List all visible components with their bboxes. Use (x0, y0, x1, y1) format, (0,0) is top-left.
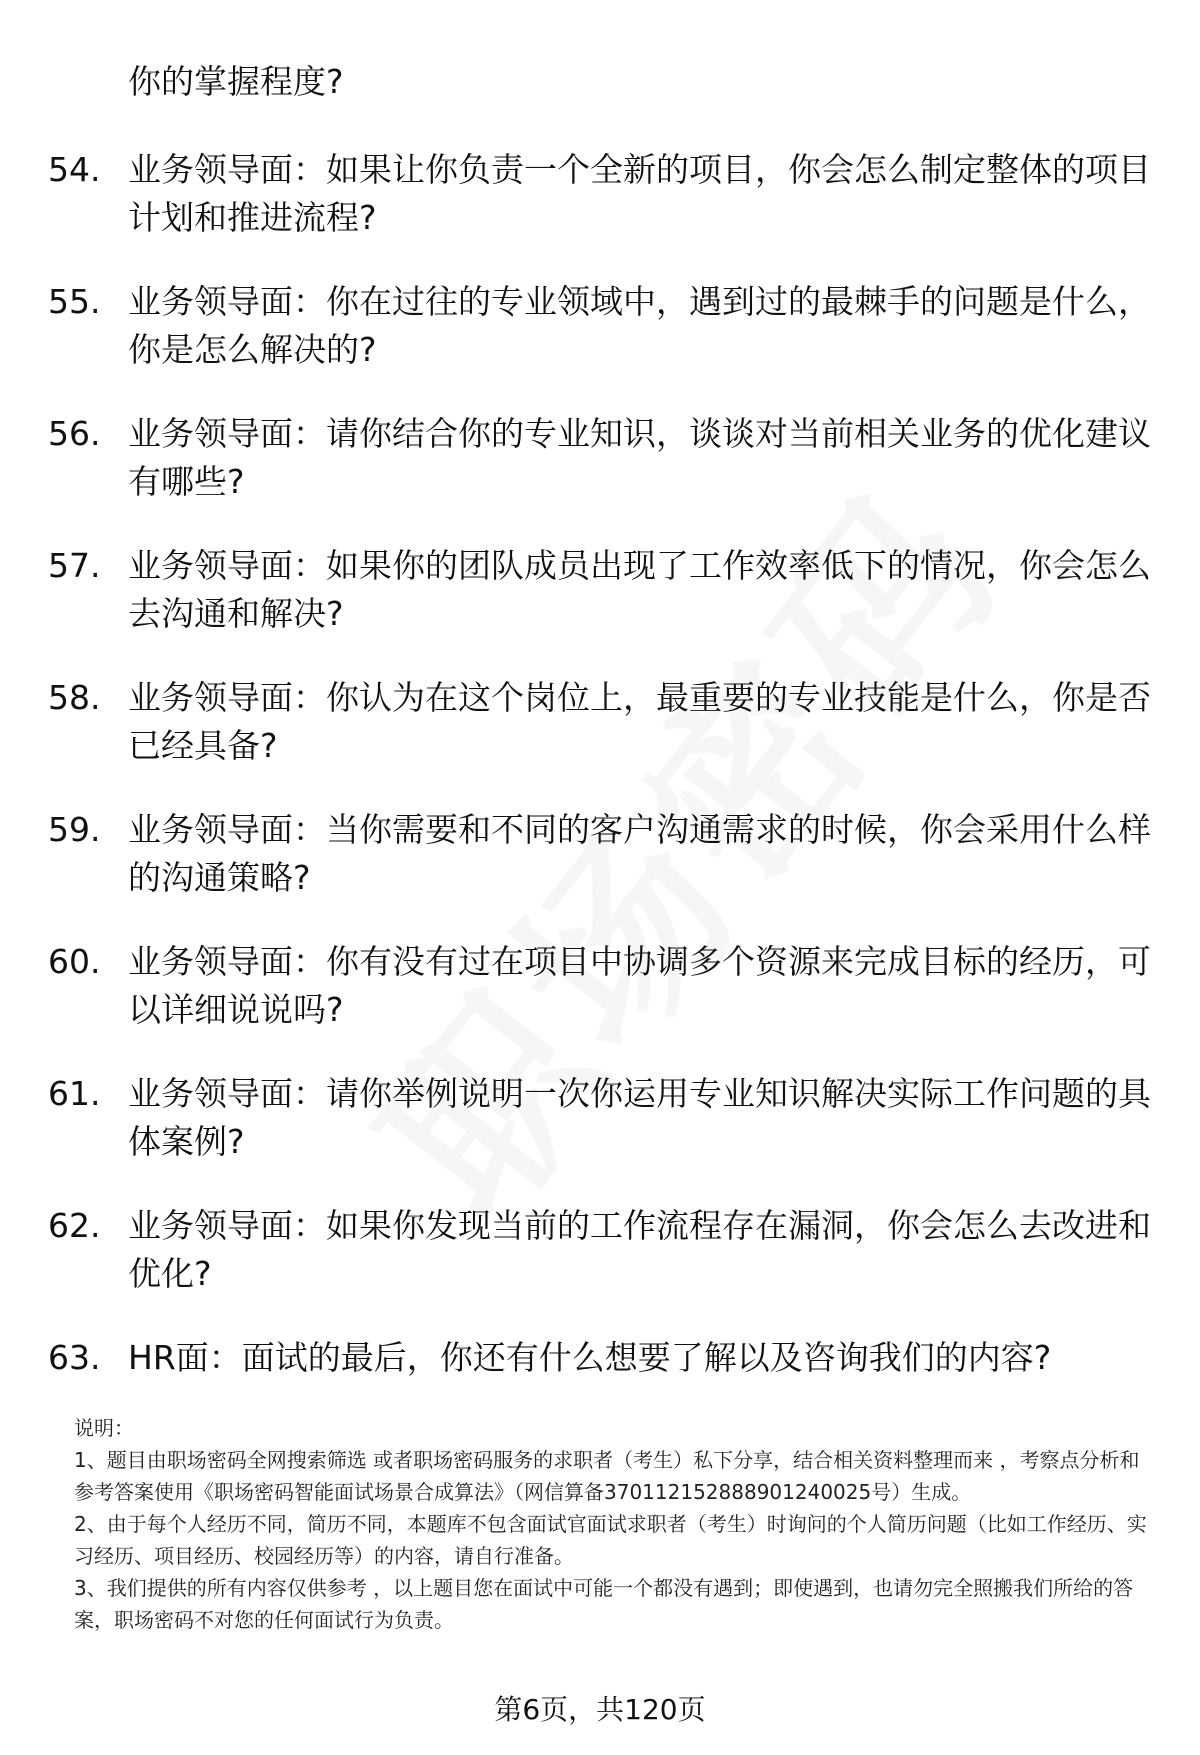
question-number: 57. (48, 546, 101, 585)
question-text: 业务领导面：你在过往的专业领域中，遇到过的最棘手的问题是什么，你是怎么解决的? (128, 282, 1151, 369)
question-item (48, 806, 1158, 902)
question-number: 63. (48, 1338, 101, 1377)
question-item (48, 1334, 1158, 1382)
question-text: 业务领导面：当你需要和不同的客户沟通需求的时候，你会采用什么样的沟通策略? (128, 810, 1151, 897)
question-number: 62. (48, 1206, 101, 1245)
question-continuation: 你的掌握程度? (128, 62, 344, 101)
question-item (48, 1202, 1158, 1298)
question-item (48, 278, 1158, 374)
question-text: 业务领导面：你认为在这个岗位上，最重要的专业技能是什么，你是否已经具备? (128, 678, 1151, 765)
question-text: 业务领导面：你有没有过在项目中协调多个资源来完成目标的经历，可以详细说说吗? (128, 942, 1151, 1029)
note-item: 1、题目由职场密码全网搜索筛选 或者职场密码服务的求职者（考生）私下分享，结合相关资料整理而来 ，考察点分析和参考答案使用《职场密码智能面试场景合成算法》（网信算备370112152888901240025号）生成。 (74, 1448, 1140, 1504)
question-number: 59. (48, 810, 101, 849)
question-number: 60. (48, 942, 101, 981)
question-text: HR面：面试的最后，你还有什么想要了解以及咨询我们的内容? (128, 1338, 1052, 1377)
page-number: 第6页，共120页 (494, 1693, 706, 1726)
note-item: 2、由于每个人经历不同，简历不同，本题库不包含面试官面试求职者（考生）时询问的个人简历问题（比如工作经历、实习经历、项目经历、校园经历等）的内容，请自行准备。 (74, 1512, 1147, 1568)
question-number: 58. (48, 678, 101, 717)
question-text: 业务领导面：如果你的团队成员出现了工作效率低下的情况，你会怎么去沟通和解决? (128, 546, 1151, 633)
question-text: 业务领导面：请你举例说明一次你运用专业知识解决实际工作问题的具体案例? (128, 1074, 1151, 1161)
question-item (48, 542, 1158, 638)
question-item (48, 674, 1158, 770)
question-item (48, 146, 1158, 242)
question-item (48, 1070, 1158, 1166)
question-item (48, 938, 1158, 1034)
question-text: 业务领导面：请你结合你的专业知识，谈谈对当前相关业务的优化建议有哪些? (128, 414, 1151, 501)
question-list (48, 146, 1158, 1418)
note-item: 3、我们提供的所有内容仅供参考 ，以上题目您在面试中可能一个都没有遇到；即使遇到，也请勿完全照搬我们所给的答案，职场密码不对您的任何面试行为负责。 (74, 1576, 1134, 1632)
notes-heading: 说明： (74, 1416, 134, 1440)
question-text: 业务领导面：如果让你负责一个全新的项目，你会怎么制定整体的项目计划和推进流程? (128, 150, 1151, 237)
question-item (48, 410, 1158, 506)
question-number: 55. (48, 282, 101, 321)
question-number: 54. (48, 150, 101, 189)
question-number: 56. (48, 414, 101, 453)
notes-section (74, 1412, 1156, 1636)
question-text: 业务领导面：如果你发现当前的工作流程存在漏洞，你会怎么去改进和优化? (128, 1206, 1151, 1293)
question-number: 61. (48, 1074, 101, 1113)
